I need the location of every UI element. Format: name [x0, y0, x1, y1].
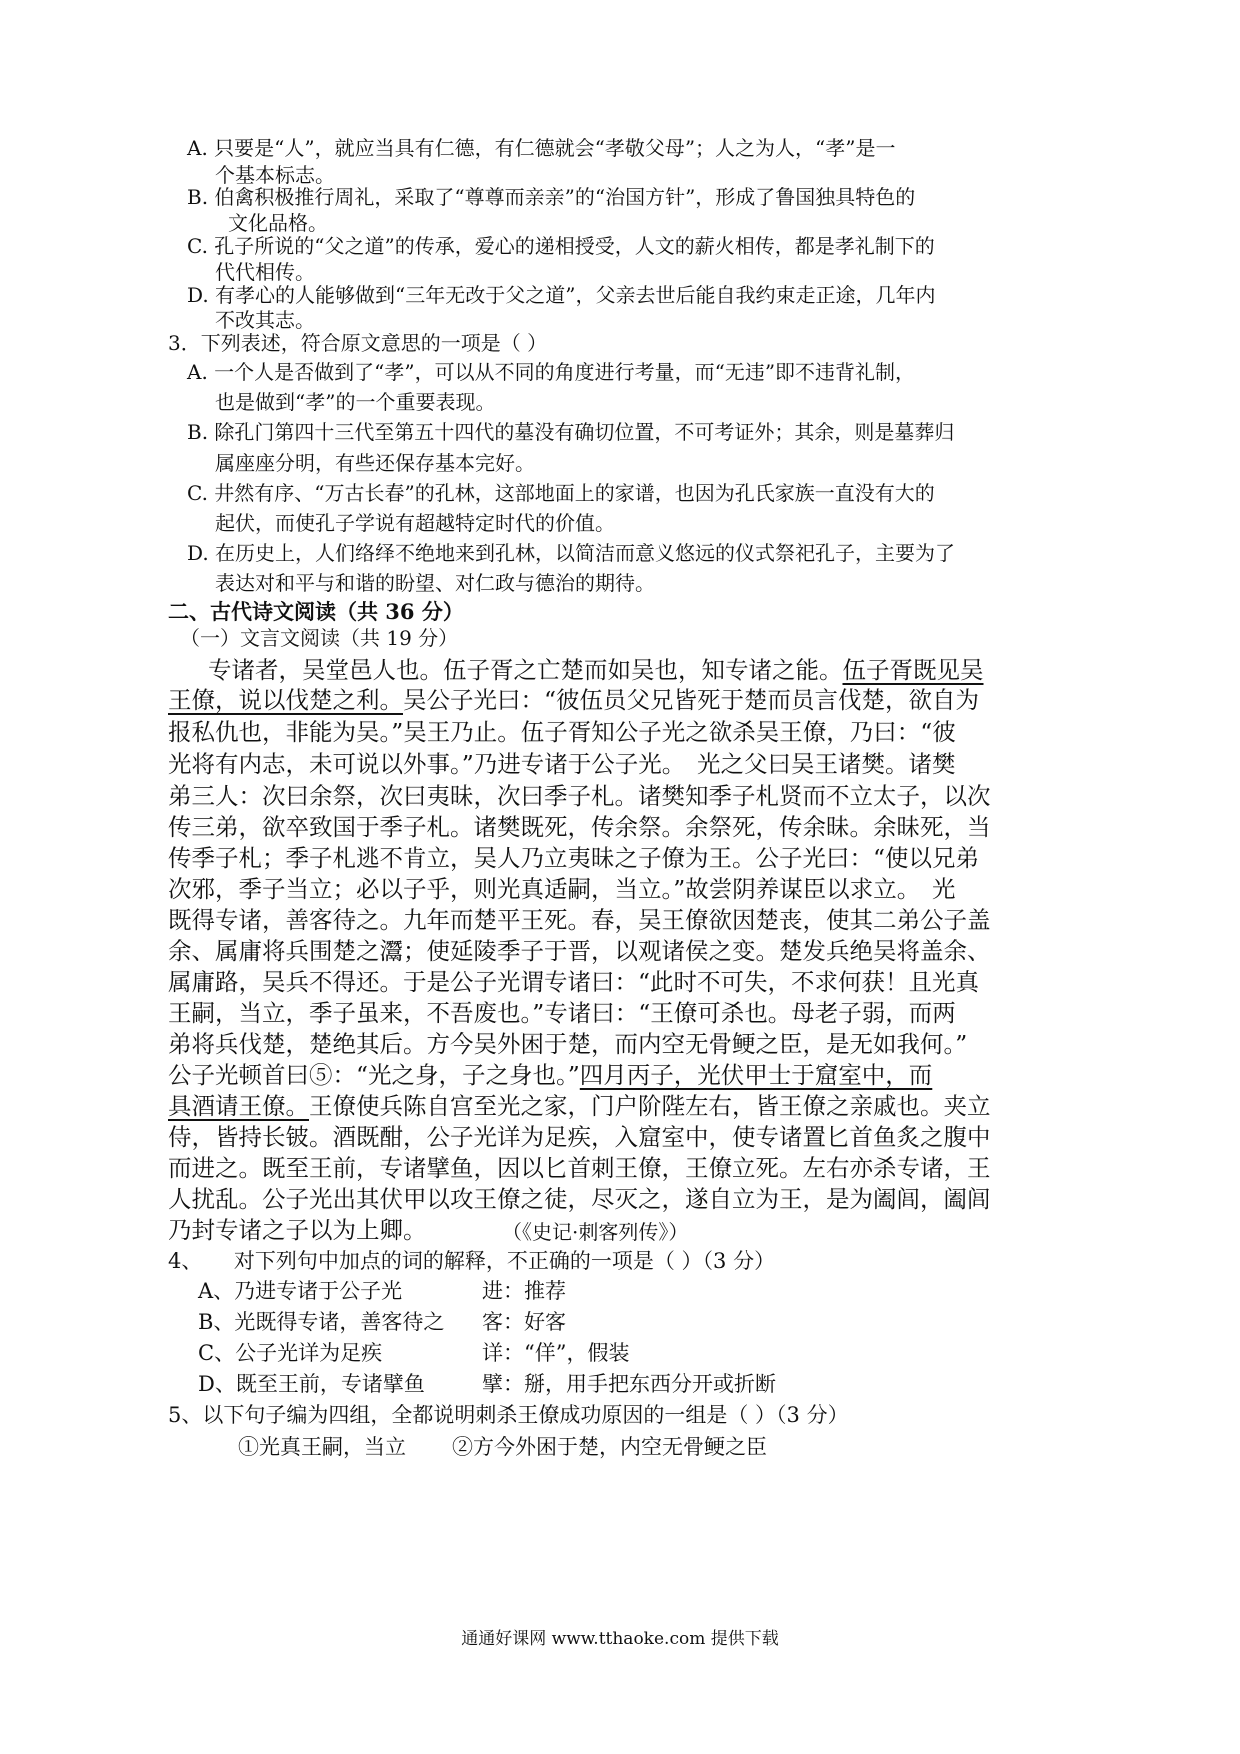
- q2-option-a-line2: 个基本标志。: [215, 163, 335, 187]
- q3-option-b-line2: 属座座分明，有些还保存基本完好。: [215, 451, 535, 475]
- q3-option-a-line1: A. 一个人是否做到了“孝”，可以从不同的角度进行考量，而“无违”即不违背礼制，: [187, 360, 916, 384]
- passage-line: [168, 1091, 991, 1121]
- q5-item-1: ①光真王嗣，当立: [238, 1435, 406, 1459]
- section-2-heading: 二、古代诗文阅读（共 36 分）: [168, 599, 464, 624]
- q4-option-c-gloss: 详：“佯”，假装: [482, 1341, 630, 1365]
- passage-text: 吴公子光曰：“彼伍员父兄皆死于楚而员言伐楚，欲自为: [403, 686, 980, 714]
- q5-item-2: ②方今外困于楚，内空无骨鲠之臣: [452, 1435, 767, 1459]
- passage-source: （《史记·刺客列传》）: [502, 1220, 689, 1244]
- page-footer: 通通好课网 www.tthaoke.com 提供下载: [461, 1629, 779, 1649]
- q2-option-d-line1: D. 有孝心的人能够做到“三年无改于父之道”，父亲去世后能自我约束走正途，几年内: [187, 283, 936, 307]
- underlined-sentence: 伍子胥既见吴: [842, 656, 984, 684]
- passage-line: [168, 1060, 932, 1090]
- q4-option-c-sentence: C、公子光详为足疾: [198, 1341, 383, 1365]
- q5-stem: 5、以下句子编为四组，全都说明刺杀王僚成功原因的一组是（ ）（3 分）: [168, 1403, 849, 1427]
- passage-text: 专诸者，吴堂邑人也。伍子胥之亡楚而如吴也，知专诸之能。: [208, 656, 843, 684]
- passage-line: 光将有内志，未可说以外事。”乃进专诸于公子光。 光之父曰吴王诸樊。诸樊: [168, 750, 956, 778]
- q3-option-b-line1: B. 除孔门第四十三代至第五十四代的墓没有确切位置，不可考证外；其余，则是墓葬归: [187, 420, 955, 444]
- q2-option-c-line2: 代代相传。: [215, 260, 315, 284]
- passage-line: [168, 685, 979, 715]
- underlined-sentence: 具酒请王僚。: [168, 1092, 309, 1120]
- passage-text: 公子光顿首曰⑤：“光之身，子之身也。”: [168, 1061, 580, 1089]
- passage-text: 王僚使兵陈自宫至光之家，门户阶陛左右，皆王僚之亲戚也。夹立: [309, 1092, 991, 1120]
- q3-option-a-line2: 也是做到“孝”的一个重要表现。: [215, 390, 496, 414]
- passage-line: 弟三人：次曰余祭，次曰夷昧，次曰季子札。诸樊知季子札贤而不立太子，以次: [168, 782, 991, 810]
- underlined-sentence: 四月丙子，光伏甲士于窟室中，而: [579, 1061, 933, 1089]
- q4-option-d-sentence: D、既至王前，专诸擘鱼: [198, 1372, 425, 1396]
- q4-stem: 4、 对下列句中加点的词的解释，不正确的一项是（ ）（3 分）: [168, 1249, 776, 1273]
- q3-option-d-line1: D. 在历史上，人们络绎不绝地来到孔林，以简洁而意义悠远的仪式祭祀孔子，主要为了: [187, 541, 956, 565]
- passage-line: 传季子札；季子札逃不肯立，吴人乃立夷昧之子僚为王。公子光曰：“使以兄弟: [168, 844, 980, 872]
- passage-line: 属庸路，吴兵不得还。于是公子光谓专诸曰：“此时不可失，不求何获！且光真: [168, 968, 980, 996]
- passage-line: 侍，皆持长铍。酒既酣，公子光详为足疾，入窟室中，使专诸置匕首鱼炙之腹中: [168, 1123, 991, 1151]
- q4-option-d-gloss: 擘：掰，用手把东西分开或折断: [482, 1372, 776, 1396]
- q3-option-d-line2: 表达对和平与和谐的盼望、对仁政与德治的期待。: [215, 571, 655, 595]
- passage-line: 次邪，季子当立；必以子乎，则光真适嗣，当立。”故尝阴养谋臣以求立。 光: [168, 875, 956, 903]
- q2-option-b-line2: 文化品格。: [228, 211, 328, 235]
- passage-line: 传三弟，欲卒致国于季子札。诸樊既死，传余祭。余祭死，传余昧。余昧死，当: [168, 813, 991, 841]
- passage-line: 余、属庸将兵围楚之灊；使延陵季子于晋，以观诸侯之变。楚发兵绝吴将盖余、: [168, 937, 991, 965]
- passage-line: 而进之。既至王前，专诸擘鱼，因以匕首刺王僚，王僚立死。左右亦杀专诸，王: [168, 1154, 991, 1182]
- passage-line: 乃封专诸之子以为上卿。: [168, 1216, 427, 1244]
- q4-option-b-gloss: 客：好客: [482, 1310, 566, 1334]
- underlined-sentence: 王僚，说以伐楚之利。: [168, 686, 403, 714]
- subsection-1-heading: （一）文言文阅读（共 19 分）: [180, 626, 459, 650]
- q4-option-a-gloss: 进：推荐: [482, 1279, 566, 1303]
- q3-stem: 3．下列表述，符合原文意思的一项是（ ）: [168, 331, 548, 355]
- q3-option-c-line2: 起伏，而使孔子学说有超越特定时代的价值。: [215, 511, 615, 535]
- passage-line: 报私仇也，非能为吴。”吴王乃止。伍子胥知公子光之欲杀吴王僚，乃曰：“彼: [168, 718, 956, 746]
- q2-option-c-line1: C. 孔子所说的“父之道”的传承，爱心的递相授受，人文的薪火相传，都是孝礼制下的: [187, 234, 935, 258]
- q2-option-a-line1: A. 只要是“人”，就应当具有仁德，有仁德就会“孝敬父母”；人之为人，“孝”是一: [187, 136, 896, 160]
- q2-option-b-line1: B. 伯禽积极推行周礼，采取了“尊尊而亲亲”的“治国方针”，形成了鲁国独具特色的: [187, 185, 916, 209]
- passage-line: 既得专诸，善客待之。九年而楚平王死。春，吴王僚欲因楚丧，使其二弟公子盖: [168, 906, 991, 934]
- passage-line: 王嗣，当立，季子虽来，不吾废也。”专诸曰：“王僚可杀也。母老子弱，而两: [168, 999, 956, 1027]
- q4-option-b-sentence: B、光既得专诸，善客待之: [198, 1310, 445, 1334]
- q2-option-d-line2: 不改其志。: [215, 308, 315, 332]
- q4-option-a-sentence: A、乃进专诸于公子光: [198, 1279, 403, 1303]
- passage-line: 弟将兵伐楚，楚绝其后。方今吴外困于楚，而内空无骨鲠之臣，是无如我何。”: [168, 1030, 968, 1058]
- q3-option-c-line1: C. 井然有序、“万古长春”的孔林，这部地面上的家谱，也因为孔氏家族一直没有大的: [187, 481, 935, 505]
- passage-line: [208, 655, 984, 685]
- passage-line: 人扰乱。公子光出其伏甲以攻王僚之徒，尽灭之，遂自立为王，是为阖闾，阖闾: [168, 1185, 991, 1213]
